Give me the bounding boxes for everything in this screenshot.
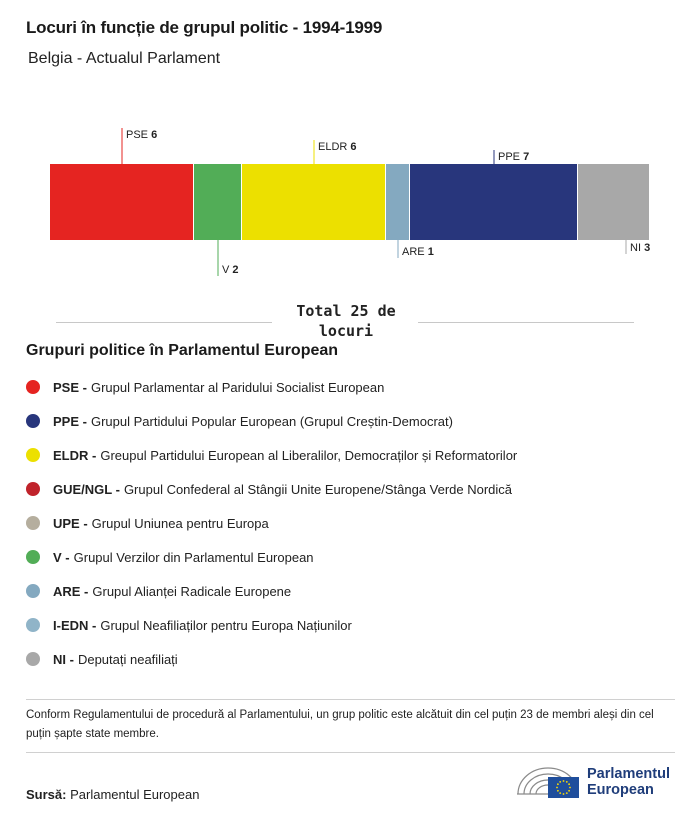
bar-segment-eldr	[242, 164, 385, 240]
european-parliament-hemicycle-eu-flag-icon	[515, 762, 581, 802]
data-label-are: ARE 1	[402, 246, 434, 258]
total-divider-right	[418, 322, 634, 323]
legend-item	[26, 438, 517, 472]
legend-dot	[26, 414, 40, 428]
legend-dot	[26, 380, 40, 394]
legend-abbr: UPE -	[53, 515, 88, 531]
legend-name: Grupul Verzilor din Parlamentul European	[73, 549, 314, 565]
legend-name: Grupul Alianței Radicale Europene	[92, 583, 292, 599]
legend-abbr: PSE -	[53, 379, 87, 395]
legend-abbr: PPE -	[53, 413, 87, 429]
data-label-ppe: PPE 7	[498, 151, 530, 163]
legend-item	[26, 506, 517, 540]
legend-item	[26, 608, 517, 642]
chart-title: Locuri în funcție de grupul politic - 1994-1999	[26, 18, 383, 37]
legend-name: Grupul Parlamentar al Paridului Socialist European	[90, 379, 385, 395]
legend-item	[26, 540, 517, 574]
bar-segment-ni	[578, 164, 649, 240]
bar-segment-v	[194, 164, 241, 240]
bar-segment-are	[386, 164, 409, 240]
legend-abbr: ELDR -	[53, 447, 97, 463]
total-divider-left	[56, 322, 272, 323]
logo-line-2: European	[587, 782, 654, 798]
total-seats-label: Total 25 de locuri	[296, 302, 396, 340]
legend-list	[26, 370, 517, 676]
data-label-pse: PSE 6	[126, 129, 158, 141]
legend-abbr: I-EDN -	[53, 617, 97, 633]
legend-dot	[26, 618, 40, 632]
legend-dot	[26, 652, 40, 666]
european-parliament-logo	[515, 762, 680, 802]
legend-dot	[26, 516, 40, 530]
note-text: Conform Regulamentului de procedură al Parlamentului, un grup politic este alcătuit din cel puțin 23 de membri aleși din cel puțin șapte state membre.	[26, 709, 654, 740]
legend-name: Grupul Confederal al Stângii Unite Europene/Stânga Verde Nordică	[123, 481, 513, 497]
legend-abbr: NI -	[53, 651, 74, 667]
source-label: Sursă:	[26, 787, 67, 802]
legend-name: Grupul Uniunea pentru Europa	[91, 515, 269, 531]
legend-name: Grupul Neafiliaților pentru Europa Națiunilor	[100, 617, 352, 633]
chart-subtitle: Belgia - Actualul Parlament	[28, 50, 221, 67]
data-label-ni: NI 3	[630, 242, 651, 254]
legend-name: Deputați neafiliați	[77, 651, 178, 667]
legend-item	[26, 404, 517, 438]
legend-item	[26, 642, 517, 676]
legend-item	[26, 370, 517, 404]
source-value: Parlamentul European	[70, 787, 200, 802]
legend-item	[26, 472, 517, 506]
legend-item	[26, 574, 517, 608]
legend-title: Grupuri politice în Parlamentul European	[26, 342, 339, 359]
logo-line-1: Parlamentul	[587, 766, 670, 782]
legend-dot	[26, 482, 40, 496]
legend-abbr: V -	[53, 549, 70, 565]
legend-dot	[26, 584, 40, 598]
bar-segment-pse	[50, 164, 193, 240]
data-label-v: V 2	[222, 264, 239, 276]
legend-name: Grupul Partidului Popular European (Grupul Creștin-Democrat)	[90, 413, 453, 429]
source	[26, 787, 199, 802]
seats-bar-chart	[0, 120, 700, 290]
legend-name: Greupul Partidului European al Liberalilor, Democraților și Reformatorilor	[100, 447, 518, 463]
legend-abbr: GUE/NGL -	[53, 481, 120, 497]
note-divider-bottom	[26, 752, 675, 753]
legend-abbr: ARE -	[53, 583, 89, 599]
legend-dot	[26, 448, 40, 462]
legend-dot	[26, 550, 40, 564]
bar-segment-ppe	[410, 164, 577, 240]
data-label-eldr: ELDR 6	[318, 141, 357, 153]
note-divider-top	[26, 699, 675, 700]
